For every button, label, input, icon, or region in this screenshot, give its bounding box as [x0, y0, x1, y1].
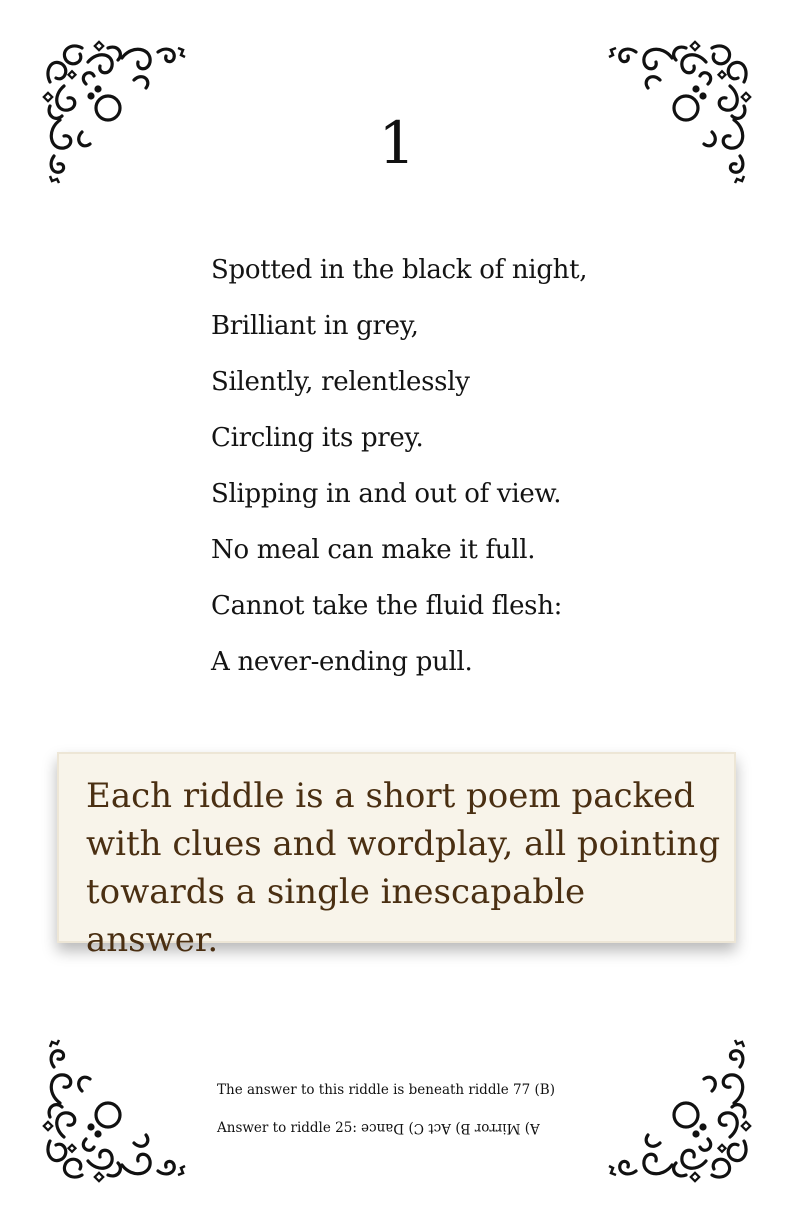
- poem-line: A never-ending pull.: [211, 647, 473, 677]
- answer-options-upside-down: A) Mirror B) Act C) Dance: [361, 1120, 540, 1136]
- poem-line: Spotted in the black of night,: [211, 255, 588, 285]
- poem-line: Cannot take the fluid flesh:: [211, 591, 563, 621]
- explanation-callout: [57, 752, 736, 960]
- ornament-corner-bottom-left: [42, 1033, 192, 1183]
- poem-line: No meal can make it full.: [211, 535, 536, 565]
- answer-footer: [217, 1080, 597, 1156]
- answer-row: [217, 1118, 597, 1156]
- callout-text: Each riddle is a short poem packed with clues and wordplay, all pointing towards a single inescapable answer.: [86, 776, 721, 960]
- ornamental-swirl-icon: [42, 1033, 192, 1183]
- answer-label: Answer to riddle 25:: [217, 1120, 357, 1136]
- poem-line: Circling its prey.: [211, 423, 424, 453]
- riddle-number: 1: [378, 109, 416, 177]
- poem-line: Silently, relentlessly: [211, 367, 470, 397]
- answer-hint: The answer to this riddle is beneath riddle 77 (B): [217, 1082, 555, 1098]
- poem-line: Slipping in and out of view.: [211, 479, 562, 509]
- ornamental-swirl-icon: [602, 1033, 752, 1183]
- poem-line: Brilliant in grey,: [211, 311, 419, 341]
- riddle-poem: [211, 248, 651, 696]
- ornament-corner-bottom-right: [602, 1033, 752, 1183]
